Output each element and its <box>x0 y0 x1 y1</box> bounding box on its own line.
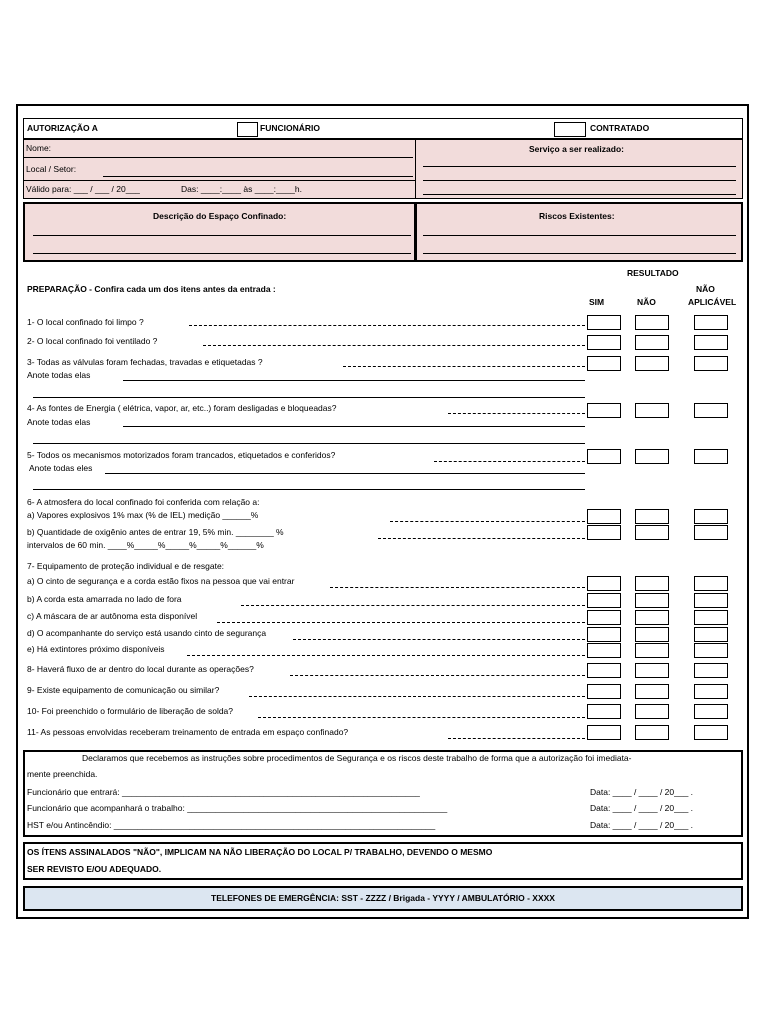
item-4-no-checkbox[interactable] <box>635 403 669 418</box>
leader-7a <box>330 587 585 588</box>
item-9-na-checkbox[interactable] <box>694 684 728 699</box>
item-6a-na-checkbox[interactable] <box>694 509 728 524</box>
item-7a: a) O cinto de segurança e a corda estão fixos na pessoa que vai entrar <box>27 576 295 586</box>
item-10-yes-checkbox[interactable] <box>587 704 621 719</box>
leader-7c <box>217 622 585 623</box>
item-6b: b) Quantidade de oxigênio antes de entrar 19, 5% min. ________ % <box>27 527 284 537</box>
item-2-yes-checkbox[interactable] <box>587 335 621 350</box>
location-label: Local / Setor: <box>26 164 77 174</box>
item-9-yes-checkbox[interactable] <box>587 684 621 699</box>
item-7c-na-checkbox[interactable] <box>694 610 728 625</box>
item-4-na-checkbox[interactable] <box>694 403 728 418</box>
item-6: 6- A atmosfera do local confinado foi conferida com relação a: <box>27 497 260 507</box>
location-line-2 <box>23 180 416 181</box>
declaration-line-1: Declaramos que recebemos as instruções sobre procedimentos de Segurança e os riscos deste trabalho de forma que a autorização foi imediata- <box>82 753 632 763</box>
leader-11 <box>448 738 585 739</box>
location-line[interactable] <box>103 176 413 177</box>
hst-signature: HST e/ou Antincêndio: ____________________________________________________________________ <box>27 820 436 830</box>
item-7e-no-checkbox[interactable] <box>635 643 669 658</box>
item-7e: e) Há extintores próximo disponíveis <box>27 644 165 654</box>
authorization-label: AUTORIZAÇÃO A <box>27 123 98 133</box>
risks-line-1[interactable] <box>423 235 736 236</box>
item-2: 2- O local confinado foi ventilado ? <box>27 336 158 346</box>
item-7b-no-checkbox[interactable] <box>635 593 669 608</box>
companion-signature: Funcionário que acompanhará o trabalho: _______________________________________________________ <box>27 803 448 813</box>
hours: Das: ____:____ às ____:____h. <box>181 184 302 194</box>
leader-7e <box>187 655 585 656</box>
item-1: 1- O local confinado foi limpo ? <box>27 317 144 327</box>
item-3-no-checkbox[interactable] <box>635 356 669 371</box>
item-4-note: Anote todas elas <box>27 417 91 427</box>
leader-7b <box>241 605 585 606</box>
item-7c-no-checkbox[interactable] <box>635 610 669 625</box>
item-6-intervals: intervalos de 60 min. ____%_____%_____%_____%______% <box>27 540 264 550</box>
contractor-checkbox[interactable] <box>554 122 586 137</box>
item-2-no-checkbox[interactable] <box>635 335 669 350</box>
item-4: 4- As fontes de Energia ( elétrica, vapor, ar, etc..) foram desligadas e bloqueadas? <box>27 403 337 413</box>
result-label: RESULTADO <box>627 268 679 278</box>
item-11-no-checkbox[interactable] <box>635 725 669 740</box>
item-7e-na-checkbox[interactable] <box>694 643 728 658</box>
item-7b-na-checkbox[interactable] <box>694 593 728 608</box>
entrant-date: Data: ____ / ____ / 20___ . <box>590 787 694 797</box>
item-6b-no-checkbox[interactable] <box>635 525 669 540</box>
name-line[interactable] <box>23 157 413 158</box>
item-8-yes-checkbox[interactable] <box>587 663 621 678</box>
col-no-applicable-2: APLICÁVEL <box>688 297 737 307</box>
item-9: 9- Existe equipamento de comunicação ou similar? <box>27 685 220 695</box>
description-line-1[interactable] <box>33 235 411 236</box>
item-4-yes-checkbox[interactable] <box>587 403 621 418</box>
leader-10 <box>258 717 585 718</box>
companion-date: Data: ____ / ____ / 20___ . <box>590 803 694 813</box>
item-7a-no-checkbox[interactable] <box>635 576 669 591</box>
item-5-note: Anote todas eles <box>29 463 93 473</box>
declaration-line-2: mente preenchida. <box>27 769 98 779</box>
item-3-na-checkbox[interactable] <box>694 356 728 371</box>
description-line-2[interactable] <box>33 253 411 254</box>
item-6a-yes-checkbox[interactable] <box>587 509 621 524</box>
item-6a: a) Vapores explosivos 1% max (% de IEL) medição ______% <box>27 510 259 520</box>
name-label: Nome: <box>26 143 52 153</box>
item-5-na-checkbox[interactable] <box>694 449 728 464</box>
item-7a-na-checkbox[interactable] <box>694 576 728 591</box>
item-11-yes-checkbox[interactable] <box>587 725 621 740</box>
item-4-line-2[interactable] <box>33 443 585 444</box>
item-6a-no-checkbox[interactable] <box>635 509 669 524</box>
risks-label: Riscos Existentes: <box>539 211 615 221</box>
item-7d: d) O acompanhante do serviço está usando cinto de segurança <box>27 628 267 638</box>
item-5-no-checkbox[interactable] <box>635 449 669 464</box>
item-3-line-2[interactable] <box>33 397 585 398</box>
service-line-2[interactable] <box>423 180 736 181</box>
item-7b: b) A corda esta amarrada no lado de fora <box>27 594 182 604</box>
item-8-na-checkbox[interactable] <box>694 663 728 678</box>
hst-date: Data: ____ / ____ / 20___ . <box>590 820 694 830</box>
item-5-line-2[interactable] <box>33 489 585 490</box>
warning-line-2: SER REVISTO E/OU ADEQUADO. <box>27 864 162 874</box>
item-8-no-checkbox[interactable] <box>635 663 669 678</box>
item-6b-yes-checkbox[interactable] <box>587 525 621 540</box>
item-10-na-checkbox[interactable] <box>694 704 728 719</box>
item-2-na-checkbox[interactable] <box>694 335 728 350</box>
item-11: 11- As pessoas envolvidas receberam treinamento de entrada em espaço confinado? <box>27 727 349 737</box>
leader-5 <box>434 461 585 462</box>
item-3-note: Anote todas elas <box>27 370 91 380</box>
preparation-label: PREPARAÇÃO - Confira cada um dos itens antes da entrada : <box>27 284 276 294</box>
item-7d-no-checkbox[interactable] <box>635 627 669 642</box>
leader-3 <box>343 366 585 367</box>
item-8: 8- Haverá fluxo de ar dentro do local durante as operações? <box>27 664 254 674</box>
item-7e-yes-checkbox[interactable] <box>587 643 621 658</box>
item-3-line-1[interactable] <box>123 380 585 381</box>
item-10: 10- Foi preenchido o formulário de liberação de solda? <box>27 706 234 716</box>
contractor-label: CONTRATADO <box>590 123 650 133</box>
item-1-yes-checkbox[interactable] <box>587 315 621 330</box>
item-7: 7- Equipamento de proteção individual e de resgate: <box>27 561 225 571</box>
item-5-line-1[interactable] <box>105 473 585 474</box>
item-7c-yes-checkbox[interactable] <box>587 610 621 625</box>
leader-6a <box>390 521 585 522</box>
item-7d-na-checkbox[interactable] <box>694 627 728 642</box>
item-10-no-checkbox[interactable] <box>635 704 669 719</box>
leader-8 <box>290 675 585 676</box>
valid-for: Válido para: ___ / ___ / 20___ <box>26 184 140 194</box>
leader-2 <box>203 345 585 346</box>
leader-1 <box>189 325 585 326</box>
entrant-signature: Funcionário que entrará: _______________________________________________________________ <box>27 787 420 797</box>
item-5: 5- Todos os mecanismos motorizados foram trancados, etiquetados e conferidos? <box>27 450 336 460</box>
service-line-1[interactable] <box>423 166 736 167</box>
warning-line-1: OS ÍTENS ASSINALADOS "NÃO", IMPLICAM NA NÃO LIBERAÇÃO DO LOCAL P/ TRABALHO, DEVENDO O MESMO <box>27 847 493 857</box>
leader-6b <box>378 538 585 539</box>
item-5-yes-checkbox[interactable] <box>587 449 621 464</box>
item-9-no-checkbox[interactable] <box>635 684 669 699</box>
col-no-applicable-1: NÃO <box>696 284 715 294</box>
item-3-yes-checkbox[interactable] <box>587 356 621 371</box>
item-7c: c) A máscara de ar autônoma esta disponível <box>27 611 198 621</box>
description-label: Descrição do Espaço Confinado: <box>153 211 287 221</box>
leader-9 <box>249 696 585 697</box>
item-1-na-checkbox[interactable] <box>694 315 728 330</box>
leader-4 <box>448 413 585 414</box>
item-7a-yes-checkbox[interactable] <box>587 576 621 591</box>
item-4-line-1[interactable] <box>123 426 585 427</box>
item-3: 3- Todas as válvulas foram fechadas, travadas e etiquetadas ? <box>27 357 263 367</box>
emergency-phones: TELEFONES DE EMERGÊNCIA: SST - ZZZZ / Brigada - YYYY / AMBULATÓRIO - XXXX <box>211 893 555 903</box>
leader-7d <box>293 639 585 640</box>
employee-label: FUNCIONÁRIO <box>260 123 320 133</box>
employee-checkbox[interactable] <box>237 122 258 137</box>
item-11-na-checkbox[interactable] <box>694 725 728 740</box>
item-7b-yes-checkbox[interactable] <box>587 593 621 608</box>
item-6b-na-checkbox[interactable] <box>694 525 728 540</box>
service-label: Serviço a ser realizado: <box>529 144 624 154</box>
col-no: NÃO <box>637 297 656 307</box>
risks-line-2[interactable] <box>423 253 736 254</box>
service-line-3[interactable] <box>423 194 736 195</box>
col-yes: SIM <box>589 297 605 307</box>
item-1-no-checkbox[interactable] <box>635 315 669 330</box>
item-7d-yes-checkbox[interactable] <box>587 627 621 642</box>
